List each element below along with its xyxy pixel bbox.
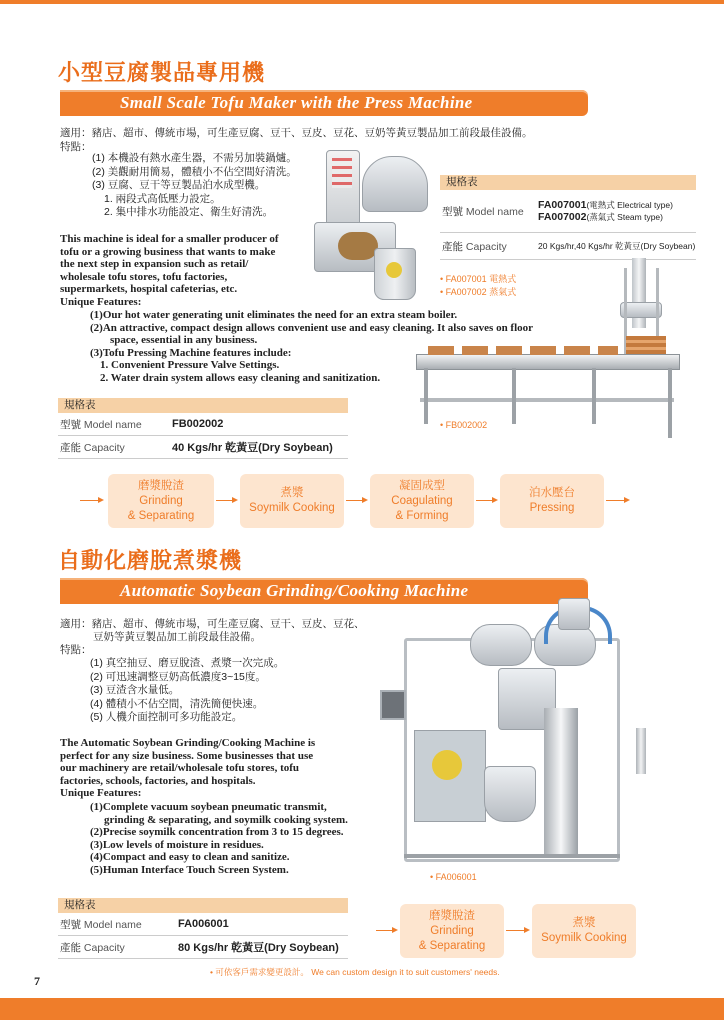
process-en: & Separating: [418, 939, 486, 952]
logo-mark: [432, 750, 462, 780]
top-accent-bar: [0, 0, 724, 4]
feature-cn-2: (2) 美觀耐用簡易，體積小不佔空間好清洗。: [92, 165, 297, 178]
spec-key-model: [58, 417, 172, 432]
spec-key-capacity: [440, 239, 538, 254]
process-en: Coagulating: [391, 494, 453, 507]
press-table-moulds: [428, 346, 618, 355]
feature-cn-line: (3) 豆渣含水量低。: [90, 684, 180, 696]
section1-features-cn: [92, 152, 297, 220]
process-en: Soymilk Cooking: [541, 932, 627, 944]
section1-banner: [60, 90, 588, 116]
cooking-column: [544, 708, 578, 858]
feature-en-line: (3)Tofu Pressing Machine features include:: [90, 346, 292, 359]
touch-screen: [380, 690, 406, 720]
spec-table-right: [440, 175, 696, 260]
spec-row-model: [440, 190, 696, 232]
flow-arrow: [216, 500, 236, 501]
section1-intro-en: [60, 233, 279, 309]
feature-cn-line: (2) 可迅速調整豆奶高低濃度3~15度。: [90, 670, 266, 683]
press-leg: [668, 368, 672, 438]
process-step: [400, 904, 504, 958]
process-flow-2: [0, 900, 724, 962]
flow-arrow: [346, 500, 366, 501]
feature-en-line: (1)Complete vacuum soybean pneumatic transmit,: [90, 801, 327, 813]
intro-en-line: Unique Features:: [60, 295, 142, 308]
section2-features-en: [90, 801, 348, 877]
press-table-shelf: [420, 398, 674, 402]
section2-features-cn: [90, 657, 284, 725]
spec-row-capacity: [58, 436, 348, 458]
spec-value-model: FA006001: [178, 918, 229, 930]
spec-key-en: Capacity: [465, 240, 507, 253]
feature-cn-line: (5) 人機介面控制可多功能設定。: [90, 711, 243, 723]
process-en: Grinding: [430, 924, 474, 937]
spec-key-en: Model name: [465, 205, 524, 218]
feature-cn-line: (1) 真空抽豆、磨豆脫渣、煮漿一次完成。: [90, 657, 285, 669]
pump-motor: [558, 598, 590, 630]
spec-divider: [58, 458, 348, 459]
boiler-tank: [362, 156, 428, 212]
intro-en-line: The Automatic Soybean Grinding/Cooking Machine is: [60, 737, 316, 749]
grinding-cooking-machine-image: [374, 598, 674, 870]
process-en: & Forming: [395, 509, 449, 522]
spec-key-en: Model name: [83, 418, 142, 431]
feature-en-line: (1)Our hot water generating unit eliminates the need for an extra steam boiler.: [90, 309, 458, 321]
spec-key-cn: 型號: [60, 418, 81, 431]
feature-cn-5: 2. 集中排水功能設定、衛生好清洗。: [104, 206, 274, 218]
intro-en-line: supermarkets, hospital cafeterias, etc.: [60, 283, 238, 296]
process-step: [532, 904, 636, 958]
feature-en-line: (4)Compact and easy to clean and sanitize.: [90, 851, 290, 864]
feature-cn-4: 1. 兩段式高低壓力設定。: [104, 192, 221, 205]
spec-key-model: [440, 204, 538, 219]
process-en: Soymilk Cooking: [249, 502, 335, 514]
section1-apply: 適用：豬店、超市、傳統市場，可生產豆腐、豆干、豆皮、豆花、豆奶等黃豆製品加工前段最佳設備。: [60, 127, 533, 139]
process-cn: 泊水壓台: [529, 487, 575, 499]
intro-en-line: factories, schools, factories, and hospitals.: [60, 774, 256, 787]
intro-en-line: This machine is ideal for a smaller producer of: [60, 233, 279, 245]
caption-fb002002: • FB002002: [440, 420, 488, 430]
caption-fa006001: • FA006001: [430, 872, 477, 882]
process-cn: 磨漿脫渣: [429, 909, 475, 922]
footer-bar: [0, 998, 724, 1020]
spec-key-capacity: [58, 440, 172, 455]
flow-arrow: [376, 930, 396, 931]
intro-en-line: Unique Features:: [60, 787, 142, 800]
model-value-2-note: (蒸氣式 Steam type): [586, 212, 663, 222]
feature-en-line: (3)Low levels of moisture in residues.: [90, 838, 264, 851]
spec-header: 規格表: [58, 898, 348, 913]
feature-en-line: 2. Water drain system allows easy cleaning and sanitization.: [100, 371, 381, 384]
process-step: [370, 474, 474, 528]
caption-fa007002: • FA007002 蒸氣式: [440, 287, 517, 297]
spec-key-cn: 產能: [442, 240, 463, 253]
spec-key-en: Model name: [83, 918, 142, 931]
model-value-1: FA007001: [538, 199, 587, 211]
press-leg: [512, 368, 516, 424]
intro-en-line: tofu or a growing business that wants to make: [60, 245, 276, 258]
section1-features-label: 特點：: [60, 141, 92, 153]
control-panel-lights: [332, 158, 352, 188]
spec-table-left: [58, 398, 348, 459]
top-tank-left: [470, 624, 532, 666]
process-flow-1: [0, 470, 724, 532]
spec-header: 規格表: [440, 175, 696, 190]
process-cn: 磨漿脫渣: [138, 479, 184, 492]
model-value-2: FA007002: [538, 211, 587, 223]
section2-features-label: 特點：: [60, 644, 92, 656]
feature-en-line: (2)Precise soymilk concentration from 3 to 15 degrees.: [90, 826, 344, 839]
custom-design-note: • 可依客戶需求變更設計。 We can custom design it to suit customers' needs.: [210, 967, 500, 977]
spec-key-cn: 型號: [60, 918, 81, 931]
section2-apply-1: 適用：豬店、超市、傳統市場，可生產豆腐、豆干、豆皮、豆花、: [60, 618, 365, 630]
intro-en-line: wholesale tofu stores, tofu factories,: [60, 270, 228, 283]
process-en: & Separating: [127, 509, 195, 522]
spec-key-cn: 型號: [442, 205, 463, 218]
spec-key-cn: 產能: [60, 441, 81, 454]
process-step: [240, 474, 344, 528]
process-cn: 煮漿: [572, 917, 596, 929]
flow-arrow: [506, 930, 528, 931]
spec-row-model: [58, 413, 348, 435]
press-leg: [592, 368, 596, 424]
caption-fa007001: • FA007001 電熱式: [440, 274, 517, 284]
side-pipe: [636, 728, 646, 774]
grinder-drum: [338, 232, 378, 260]
feature-en-line: space, essential in any business.: [110, 334, 258, 347]
bucket-logo: [386, 262, 402, 278]
spec-key-cn: 產能: [60, 941, 81, 954]
page-number: 7: [34, 974, 40, 988]
section2-apply-2: 豆奶等黃豆製品加工前段最佳設備。: [93, 631, 261, 643]
intro-en-line: the next step in expansion such as retail/: [60, 258, 249, 271]
press-machine-image: [416, 258, 698, 438]
feature-en-line: (2)An attractive, compact design allows convenient use and easy cleaning. It also saves on floor: [90, 321, 534, 334]
intro-en-line: our machinery are retail/wholesale tofu stores, tofu: [60, 762, 300, 775]
section1-banner-text: Small Scale Tofu Maker with the Press Machine: [120, 93, 473, 112]
feature-en-line: (5)Human Interface Touch Screen System.: [90, 863, 289, 876]
spec-header: 規格表: [58, 398, 348, 413]
process-cn: 凝固成型: [399, 479, 445, 492]
feature-cn-1: (1) 本機設有熱水產生器，不需另加裝鍋爐。: [92, 152, 297, 164]
spec-value-capacity: 20 Kgs/hr,40 Kgs/hr 乾黃豆(Dry Soybean): [538, 241, 696, 251]
section1-title: 小型豆腐製品專用機: [58, 60, 266, 85]
intro-en-line: perfect for any size business. Some businesses that use: [60, 749, 314, 762]
base-shelf: [404, 854, 620, 858]
process-step: [108, 474, 214, 528]
spec-key-en: Capacity: [83, 941, 125, 954]
section2-banner-text: Automatic Soybean Grinding/Cooking Machine: [120, 581, 469, 600]
feature-en-line: 1. Convenient Pressure Valve Settings.: [100, 359, 280, 372]
flow-arrow: [80, 500, 102, 501]
spec-row-capacity: [440, 233, 696, 259]
spec-value-model: FB002002: [172, 418, 224, 430]
spec-key-en: Capacity: [83, 441, 125, 454]
flow-arrow: [606, 500, 628, 501]
press-leg: [424, 368, 428, 424]
flow-arrow: [476, 500, 496, 501]
process-en: Pressing: [529, 502, 575, 514]
spec-value-model: [538, 199, 673, 223]
feature-cn-line: (4) 體積小不佔空間，清洗簡便快速。: [90, 697, 264, 710]
process-step: [500, 474, 604, 528]
process-cn: 煮漿: [280, 487, 304, 499]
spec-value-capacity: 40 Kgs/hr 乾黃豆(Dry Soybean): [172, 442, 333, 454]
press-table-top: [416, 354, 680, 370]
process-en: Grinding: [139, 494, 183, 507]
model-value-1-note: (電熱式 Electrical type): [586, 200, 673, 210]
bottom-tank: [484, 766, 536, 822]
feature-en-line: grinding & separating, and soymilk cooking system.: [104, 813, 348, 826]
section2-title: 自動化磨脫煮漿機: [58, 548, 243, 573]
section2-intro-en: [60, 737, 315, 800]
spec-value-capacity: 80 Kgs/hr 乾黃豆(Dry Soybean): [178, 942, 339, 954]
feature-cn-3: (3) 豆腐、豆干等豆製品泊水成型機。: [92, 179, 266, 191]
